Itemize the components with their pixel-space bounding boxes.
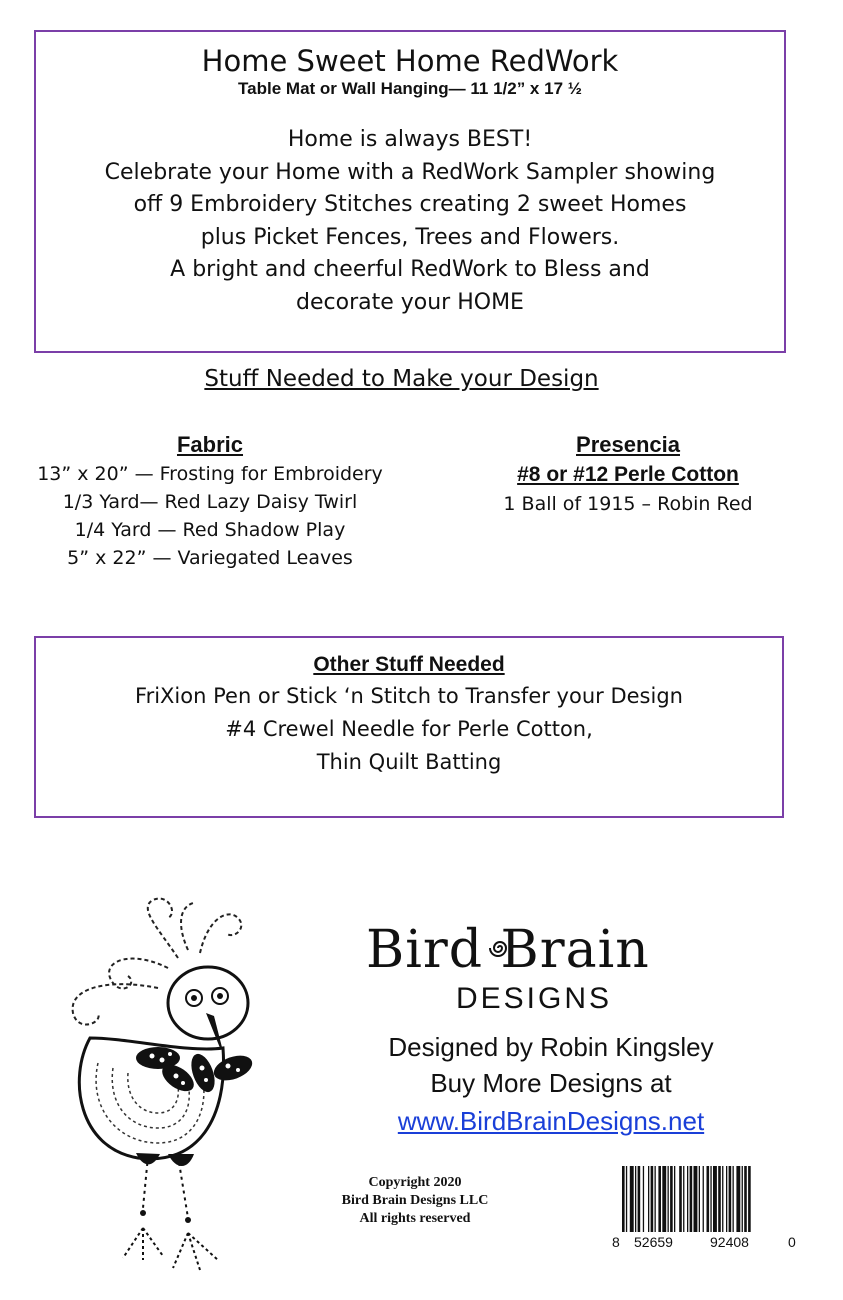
other-item: Thin Quilt Batting <box>316 750 502 774</box>
bird-illustration <box>28 888 288 1293</box>
fabric-heading: Fabric <box>176 432 244 457</box>
barcode-bar <box>733 1166 734 1232</box>
barcode-bar <box>655 1166 656 1232</box>
barcode-digit: 92408 <box>710 1234 749 1250</box>
barcode-digit: 8 <box>612 1234 620 1250</box>
supplies-heading: Stuff Needed to Make your Design <box>204 366 599 392</box>
thread-subheading: #8 or #12 Perle Cotton <box>517 463 739 486</box>
barcode-bar <box>638 1166 641 1232</box>
barcode-bar <box>658 1166 661 1232</box>
fabric-item: 1/4 Yard — Red Shadow Play <box>74 519 346 541</box>
barcode-bar <box>674 1166 675 1232</box>
barcode-bar <box>630 1166 634 1232</box>
barcode-bar <box>668 1166 669 1232</box>
barcode-bar <box>710 1166 711 1232</box>
designer-credit: Designed by Robin Kingsley <box>388 1032 714 1062</box>
barcode-bar <box>622 1166 625 1232</box>
intro-line: decorate your HOME <box>296 289 524 315</box>
barcode-bar <box>690 1166 693 1232</box>
barcode-bar <box>679 1166 682 1232</box>
barcode-bar <box>707 1166 710 1232</box>
barcode-bar <box>736 1166 740 1232</box>
barcode-bar <box>713 1166 717 1232</box>
thread-list <box>458 430 798 518</box>
barcode-bar <box>744 1166 747 1232</box>
intro-line: A bright and cheerful RedWork to Bless and <box>170 257 650 282</box>
copyright-notice <box>300 1174 530 1228</box>
copyright-line: All rights reserved <box>359 1211 471 1226</box>
barcode-bar <box>635 1166 636 1232</box>
swirl-icon <box>488 936 512 960</box>
logo-subtitle: DESIGNS <box>456 982 613 1015</box>
barcode-bar <box>626 1166 627 1232</box>
fabric-list <box>10 430 410 572</box>
pattern-size: Table Mat or Wall Hanging— 11 1/2” x 17 ½ <box>238 79 582 98</box>
fabric-item: 1/3 Yard— Red Lazy Daisy Twirl <box>62 491 358 513</box>
barcode-bar <box>670 1166 673 1232</box>
intro-line: Celebrate your Home with a RedWork Sampler showing <box>104 159 716 185</box>
pattern-title: Home Sweet Home RedWork <box>201 44 619 78</box>
intro-line: off 9 Embroidery Stitches creating 2 sweet Homes <box>133 192 687 217</box>
barcode <box>612 1166 800 1258</box>
barcode-bar <box>748 1166 751 1232</box>
barcode-bar <box>703 1166 704 1232</box>
copyright-line: Bird Brain Designs LLC <box>341 1193 489 1208</box>
fabric-item: 13” x 20” — Frosting for Embroidery <box>37 463 383 485</box>
bird-brain-logo <box>356 920 716 1030</box>
barcode-bar <box>687 1166 688 1232</box>
barcode-bar <box>694 1166 698 1232</box>
other-supplies-box <box>34 636 784 818</box>
barcode-bar <box>722 1166 723 1232</box>
barcode-digit: 0 <box>788 1234 796 1250</box>
barcode-bar <box>726 1166 727 1232</box>
intro-line: Home is always BEST! <box>287 127 533 152</box>
barcode-bar <box>729 1166 732 1232</box>
buy-more-text: Buy More Designs at <box>430 1068 672 1098</box>
intro-box <box>34 30 786 353</box>
other-heading: Other Stuff Needed <box>313 653 505 676</box>
other-item: #4 Crewel Needle for Perle Cotton, <box>225 717 593 741</box>
barcode-bar <box>648 1166 649 1232</box>
barcode-bars <box>622 1166 798 1232</box>
other-item: FriXion Pen or Stick ‘n Stitch to Transfer your Design <box>135 684 683 708</box>
barcode-bar <box>662 1166 666 1232</box>
barcode-bar <box>742 1166 743 1232</box>
intro-text <box>36 124 784 319</box>
barcode-bar <box>718 1166 721 1232</box>
barcode-bar <box>699 1166 700 1232</box>
barcode-bar <box>643 1166 644 1232</box>
barcode-digit: 52659 <box>634 1234 673 1250</box>
other-list <box>36 680 782 779</box>
copyright-line: Copyright 2020 <box>368 1175 462 1190</box>
thread-item: 1 Ball of 1915 – Robin Red <box>503 493 753 515</box>
logo-wordmark: Bird Brain <box>366 920 650 980</box>
fabric-item: 5” x 22” — Variegated Leaves <box>67 547 353 569</box>
thread-heading: Presencia <box>576 432 680 457</box>
website-link[interactable]: www.BirdBrainDesigns.net <box>397 1106 705 1136</box>
intro-line: plus Picket Fences, Trees and Flowers. <box>200 224 620 250</box>
barcode-bar <box>683 1166 684 1232</box>
barcode-bar <box>651 1166 654 1232</box>
